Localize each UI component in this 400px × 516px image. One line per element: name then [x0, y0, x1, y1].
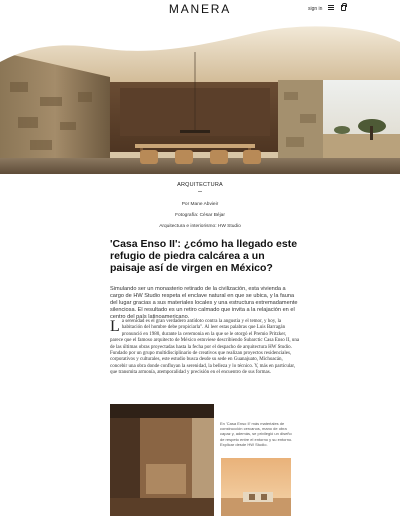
article-category[interactable]: ARQUITECTURA — [177, 182, 223, 188]
article-photo-exterior — [221, 458, 291, 516]
photo-caption: En 'Casa Enso II' más materiales de construcción cercanos, mano de obra capaz y, además, se privilegió un diseño de respeto entre el entorno y su entorno. Explicar desde HW Studio. — [220, 421, 293, 447]
hero-illustration — [0, 22, 400, 174]
article-lead: Simulando ser un monasterio retirado de la civilización, esta vivienda a cargo de HW Studio respeta el enclave natural en que se ubica, y la fauna del lugar gracias a sus materiales locales y una estructura extremadamente silenciosa. El resultado es un retiro calmado que invita a la relajación en el centro del país latinoamericano. — [110, 286, 298, 321]
article-photo-interior — [110, 404, 214, 516]
exterior-photo-illustration — [221, 458, 291, 516]
shopping-bag-icon[interactable] — [341, 5, 346, 11]
architecture-credit: Arquitectura e interiorismo: HW Studio — [159, 224, 241, 229]
site-header — [0, 0, 400, 22]
hero-image — [0, 22, 400, 174]
drop-cap: L — [110, 318, 120, 335]
interior-photo-illustration — [110, 404, 214, 516]
article-body — [110, 319, 300, 377]
author-credit: Por Mane Abvieir — [181, 202, 219, 207]
article-body-text: a serenidad es el gran verdadero antídoto contra la angustia y el temor, y hoy, la habitación del hombre debe propiciarla". Al leer estas palabras que Luis Barragán pronunció en 1980, durante la ceremonia en la que se le otorgó el Premio Pritzker, parece que el famoso arquitecto de México estuviese describiendo Subarctic Casa Enso II, una de las últimas obras proyectadas hasta la fecha por el despacho de arquitectura HW Studio. Fundado por un grupo multidisciplinario de creativos que realizan proyectos residenciales, corporativos y culturales, este estudio busca desde su sede en Guanajuato, Michoacán, concebir una obra donde confluyan la serenidad, la belleza y lo técnico. Y, más en particular, que transmita armonía, atemporalidad y precisión en el encuentro de sus formas. — [110, 319, 300, 376]
sign-in-link[interactable]: sign in — [308, 6, 323, 12]
hamburger-icon[interactable] — [328, 5, 334, 10]
category-divider — [198, 191, 202, 192]
article-title: 'Casa Enso II': ¿cómo ha llegado este refugio de piedra calcárea a un paisaje así de virgen en México? — [110, 238, 298, 274]
brand-logo[interactable]: MANERA — [168, 2, 232, 16]
photo-credit: Fotografía: César Béjar — [175, 213, 225, 218]
